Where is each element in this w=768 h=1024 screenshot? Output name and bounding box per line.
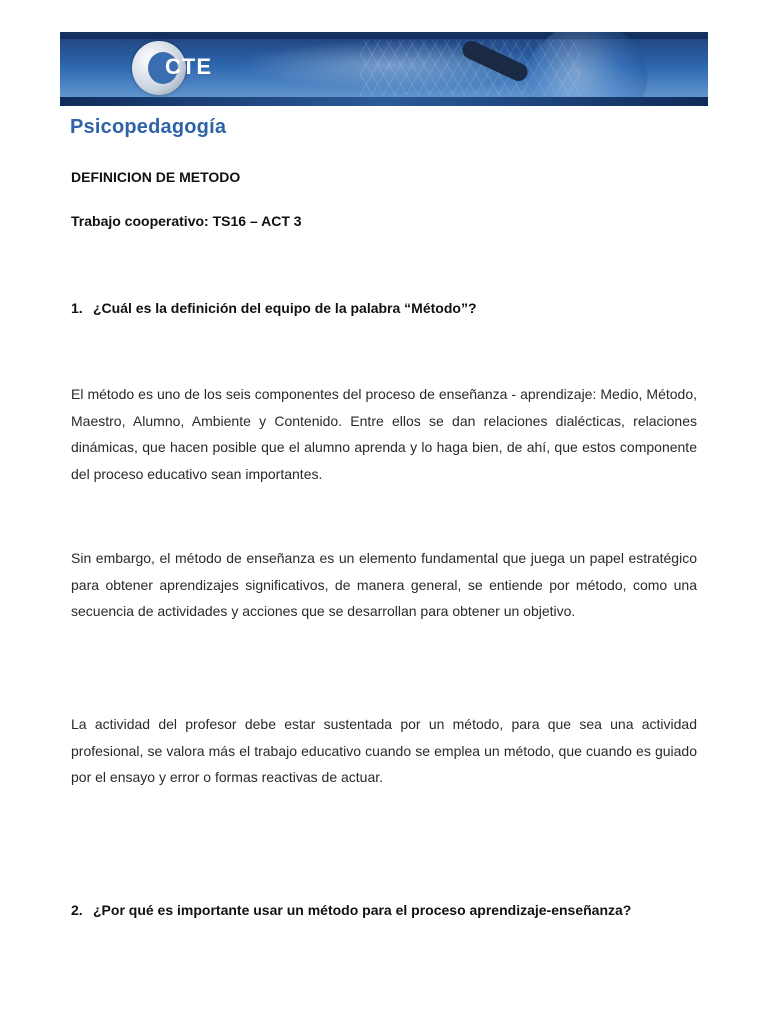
question-1	[71, 300, 697, 316]
section-subtitle: Psicopedagogía	[70, 116, 227, 138]
banner-bottom-stripe	[60, 97, 708, 106]
question-text: ¿Cuál es la definición del equipo de la palabra “Método”?	[93, 300, 477, 316]
paragraph-1: El método es uno de los seis componentes del proceso de enseñanza - aprendizaje: Medio, Método, Maestro, Alumno, Ambiente y Contenido. Entre ellos se dan relaciones dialécticas, relaciones dinámicas, que hacen posible que el alumno aprenda y lo haga bien, de ahí, que estos componente del proceso educativo sean importantes.	[71, 386, 697, 482]
globe-icon	[528, 32, 648, 106]
question-2	[71, 902, 697, 918]
paragraph-3: La actividad del profesor debe estar sustentada por un método, para que sea una actividad profesional, se valora más el trabajo educativo cuando se emplea un método, que cuando es guiado por el ensayo y error o formas reactivas de actuar.	[71, 716, 697, 785]
logo-text: CTE	[165, 54, 212, 79]
question-number: 2.	[71, 902, 83, 918]
document-subtitle: Trabajo cooperativo: TS16 – ACT 3	[71, 213, 302, 229]
paragraph-2: Sin embargo, el método de enseñanza es un elemento fundamental que juega un papel estratégico para obtener aprendizajes significativos, de manera general, se entiende por método, como una secuencia de actividades y acciones que se desarrollan para obtener un objetivo.	[71, 550, 697, 619]
document-title: DEFINICION DE METODO	[71, 169, 241, 185]
question-text: ¿Por qué es importante usar un método para el proceso aprendizaje-enseñanza?	[93, 902, 632, 918]
header-banner	[60, 32, 708, 106]
question-number: 1.	[71, 300, 83, 316]
